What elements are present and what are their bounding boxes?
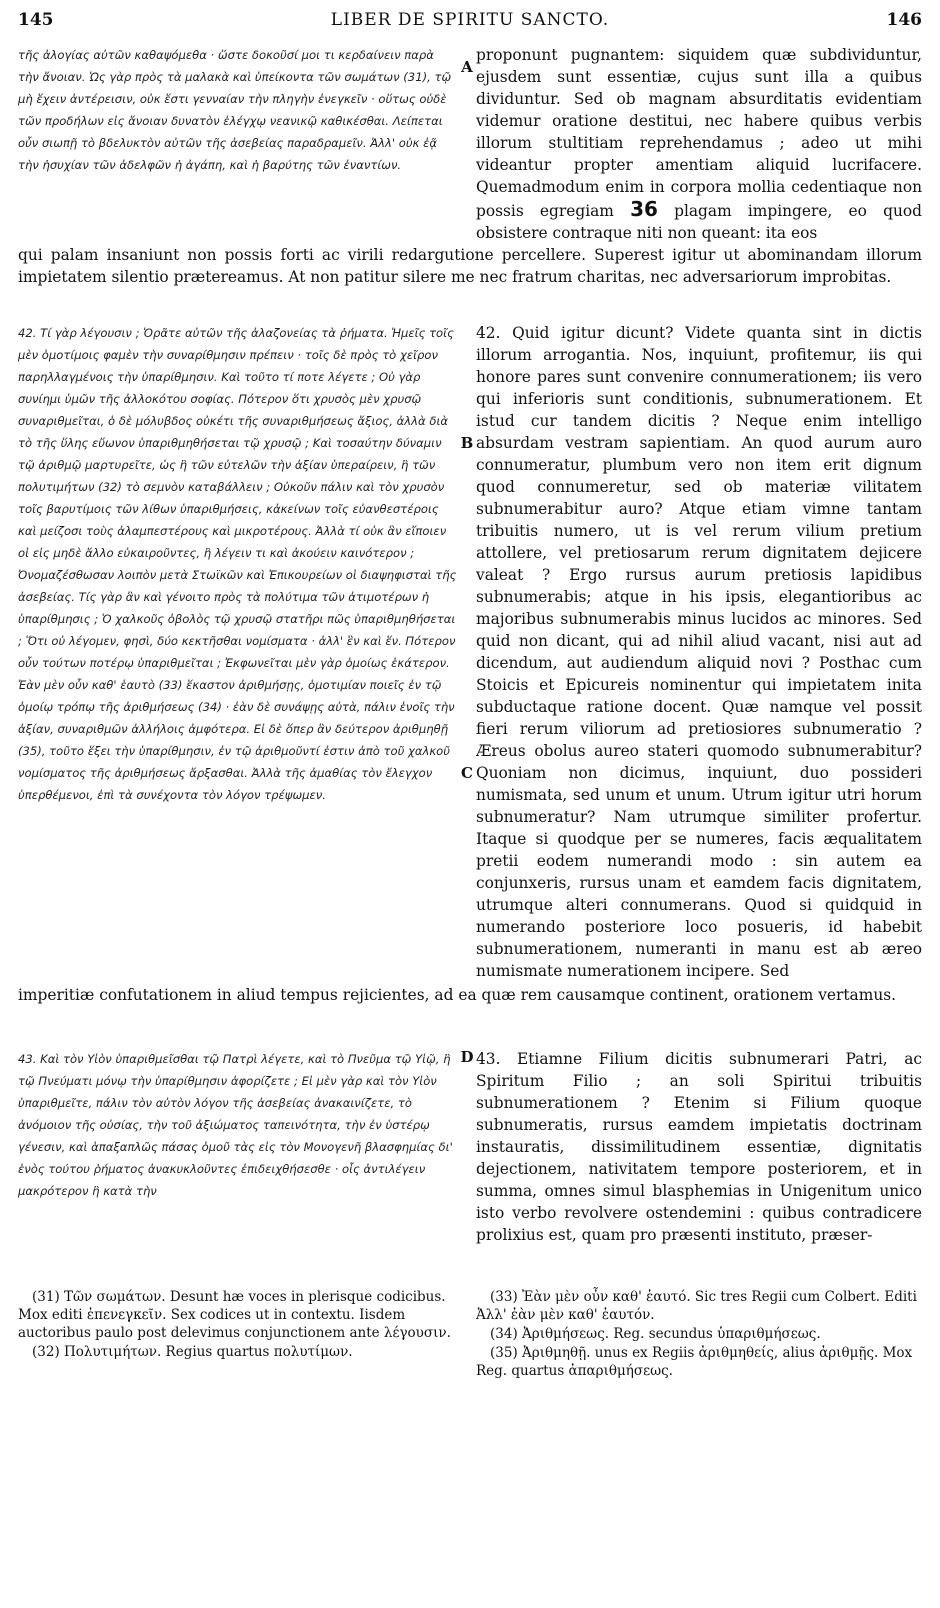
greek-column: [18, 322, 458, 982]
page-header: [18, 8, 922, 32]
margin-letter-c: C: [461, 764, 473, 782]
latin-text: [476, 44, 922, 242]
latin-column: [476, 322, 922, 982]
latin-text-part-1: proponunt pugnantem: siquidem quæ subdividuntur, ejusdem sunt essentiæ, cujus sunt illa a quibus dividuntur. Sed ob magnam absurditatis evidentiam videmur oratione destitui, nec habere quibus verbis illorum stultitiam reprehendamus ; adeo ut mihi videantur propter amentiam aliquid lucrifacere. Quemadmodum enim in corpora mollia cedentiaque non possis egregiam: [476, 46, 922, 220]
footnote-35: (35) Ἀριθμηθῇ. unus ex Regiis ἀριθμηθείς, alius ἀριθμῇς. Mox Reg. quartus ἀπαριθμήσεως.: [476, 1345, 913, 1379]
footnotes-right: [476, 1288, 922, 1381]
full-width-paragraph: imperitiæ confutationem in aliud tempus rejicientes, ad ea quæ rem causamque continent, orationem vertamus.: [18, 986, 897, 1004]
latin-column: [476, 44, 922, 242]
greek-column: [18, 1048, 458, 1268]
latin-text: 42. Quid igitur dicunt? Videte quanta sint in dictis illorum arrogantia. Nos, inquiunt, profitemur, iis qui honore pares sunt convenire connumerationem; iis vero qui inferioris sunt conditionis, subnumerationem. Et istud cur tandem dicitis ? Neque enim intelligo absurdam vestram sapientiam. An quod aurum auro connumeratur, plumbum vero non item erit dignum quod connumeretur, sed ob materiæ vilitatem subnumerabitur auro? Atque etiam vimne tantam tribuitis numero, ut is vel rerum vilium pretium attollere, vel pretiosarum rerum dignitatem dejicere valeat ? Ergo rursus aurum pretiosis lapidibus subnumerabis; atque in his ipsis, elegantioribus ac majoribus subnumerabis minus lucidos ac minores. Sed quid non dicant, qui ad nihil aliud vacant, nisi aut ad dicendum, aut audiendum aliquid novi ? Posthac cum Stoicis et Epicureis nominentur qui impietatem inita subductaque ratione docent. Quæ namque vel possit fieri rerum viliorum ad pretiosiores subnumeratio ? Æreus obolus aureo stateri quomodo subnumerabitur? Quoniam non dicimus, inquiunt, duo possideri numismata, sed unum et unum. Utrum igitur utri horum subnumeratur? Nam utrumque similiter profertur. Itaque si quodque per se numeres, facis æqualitatem pretii eodem numerandi modo : sin autem ea conjunxeris, rursus unam et eamdem facis dignitatem, utrumque alteri connumerans. Quod si quidquid in numerando posteriore loco posueris, id habebit subnumerationem, numeranti in manu est ab æreo numismate numerationem incipere. Sed: [476, 324, 922, 980]
margin-letter-a: A: [461, 58, 473, 76]
page-number-right: 146: [886, 10, 922, 30]
running-title: LIBER DE SPIRITU SANCTO.: [330, 10, 610, 30]
full-width-text: [18, 984, 922, 1028]
footnote-34: (34) Ἀριθμήσεως. Reg. secundus ὑπαριθμήσεως.: [490, 1326, 821, 1342]
greek-text: τῆς ἀλογίας αὐτῶν καθαψόμεθα · ὥστε δοκοῦσί μοι τι κερδαίνειν παρὰ τὴν ἄνοιαν. Ὡς γὰρ πρὸς τὰ μαλακὰ καὶ ὑπείκοντα τῶν σωμάτων (31), τῷ μὴ ἔχειν ἀντέρεισιν, οὐκ ἔστι γενναίαν τὴν πληγὴν ἐνεγκεῖν · οὕτως οὐδὲ τῶν προδήλων εἰς ἄνοιαν δυνατὸν ἐλέγχῳ νεανικῷ καθικέσθαι. Λείπεται οὖν σιωπῇ τὸ βδελυκτὸν αὐτῶν τῆς ἀσεβείας παραδραμεῖν. Ἀλλ' οὐκ ἐᾷ τὴν ἡσυχίαν τῶν ἀδελφῶν ἡ ἀγάπη, καὶ ἡ βαρύτης τῶν ἐναντίων.: [18, 48, 452, 172]
full-width-paragraph: qui palam insaniunt non possis forti ac virili redargutione percellere. Superest igitur ut abominandam illorum impietatem silentio prætereamus. At non patitur silere me nec fratrum charitas, nec adversariorum improbitas.: [18, 246, 922, 286]
footnote-32: (32) Πολυτιμήτων. Regius quartus πολυτίμων.: [32, 1344, 353, 1360]
footnotes-left: [18, 1288, 458, 1362]
margin-letter-d: D: [460, 1048, 474, 1066]
greek-text: 42. Τί γὰρ λέγουσιν ; Ὁρᾶτε αὐτῶν τῆς ἀλαζονείας τὰ ῥήματα. Ἡμεῖς τοῖς μὲν ὁμοτίμοις φαμὲν τὴν συναρίθμησιν πρέπειν · τοῖς δὲ πρὸς τὸ χεῖρον παρηλλαγμένοις τὴν ὑπαρίθμησιν. Καὶ τοῦτο τί ποτε λέγετε ; Οὐ γὰρ συνίημι ὑμῶν τῆς ἀλλοκότου σοφίας. Πότερον ὅτι χρυσὸς μὲν χρυσῷ συναριθμεῖται, ὁ δὲ μόλυβδος οὐκέτι τῆς συναριθμήσεως ἄξιος, ἀλλὰ διὰ τὸ τῆς ὕλης εὔωνον ὑπαριθμηθήσεται τῷ χρυσῷ ; Καὶ τοσαύτην δύναμιν τῷ ἀριθμῷ μαρτυρεῖτε, ὡς ἢ τῶν εὐτελῶν τὴν ἀξίαν ὑπεραίρειν, ἢ τῶν πολυτιμήτων (32) τὸ σεμνὸν καταβάλλειν ; Οὐκοῦν πάλιν καὶ τὸν χρυσὸν τοῖς βαρυτίμοις τῶν λίθων ὑπαριθμήσεις, κἀκείνων τοῖς εὐανθεστέροις καὶ μείζοσι τοὺς ἀλαμπεστέρους καὶ μικροτέρους. Ἀλλὰ τί οὐκ ἂν εἴποιεν οἱ εἰς μηδὲ ἄλλο εὐκαιροῦντες, ἢ λέγειν τι καὶ ἀκούειν καινότερον ; Ὀνομαζέσθωσαν λοιπὸν μετὰ Στωϊκῶν καὶ Ἐπικουρείων οἱ διαψηφισταὶ τῆς ἀσεβείας. Τίς γὰρ ἂν καὶ γένοιτο πρὸς τὰ πολύτιμα τῶν ἀτιμοτέρων ἡ ὑπαρίθμησις ; Ὁ χαλκοῦς ὀβολὸς τῷ χρυσῷ στατῆρι πῶς ὑπαριθμηθήσεται ; Ὅτι οὐ λέγομεν, φησὶ, δύο κεκτῆσθαι νομίσματα · ἀλλ' ἓν καὶ ἕν. Πότερον οὖν τούτων ποτέρῳ ὑπαριθμεῖται ; Ἐκφωνεῖται μὲν γὰρ ὁμοίως ἑκάτερον. Ἐὰν μὲν οὖν καθ' ἑαυτὸ (33) ἕκαστον ἀριθμήσῃς, ὁμοτιμίαν ποιεῖς ἐν τῷ ὁμοίῳ τρόπῳ τῆς ἀριθμήσεως (34) · ἐὰν δὲ συνάψῃς αὐτὰ, πάλιν ἑνοῖς τὴν ἀξίαν, συναριθμῶν ἀλλήλοις ἀμφότερα. Εἰ δὲ ὅπερ ἂν δεύτερον ἀριθμηθῇ (35), τοῦτο ἕξει τὴν ὑπαρίθμησιν, ἐν τῷ ἀριθμοῦντί ἐστιν ἀπὸ τοῦ χαλκοῦ νομίσματος τῆς ἀριθμήσεως ἄρξασθαι. Ἀλλὰ τῆς ἀμαθίας τὸν ἔλεγχον ὑπερθέμενοι, ἐπὶ τὰ συνέχοντα τὸν λόγον τρέψωμεν.: [18, 326, 457, 802]
greek-text: 43. Καὶ τὸν Υἱὸν ὑπαριθμεῖσθαι τῷ Πατρὶ λέγετε, καὶ τὸ Πνεῦμα τῷ Υἱῷ, ἢ τῷ Πνεύματι μόνῳ τὴν ὑπαρίθμησιν ἀφορίζετε ; Εἰ μὲν γὰρ καὶ τὸν Υἱὸν ὑπαριθμεῖτε, πάλιν τὸν αὐτὸν λόγον τῆς ἀσεβείας ἀνακαινίζετε, τὸ ἀνόμοιον τῆς οὐσίας, τὴν τοῦ ἀξιώματος ταπεινότητα, τὴν ἐν ὑστέρῳ γένεσιν, καὶ ἁπαξαπλῶς πάσας ὁμοῦ τὰς εἰς τὸν Μονογενῆ βλασφημίας δι' ἑνὸς τούτου ῥήματος ἀνακυκλοῦντες ἐπιδειχθήσεσθε · οἷς ἀντιλέγειν μακρότερον ἢ κατὰ τὴν: [18, 1052, 453, 1198]
footnote-31: (31) Τῶν σωμάτων. Desunt hæ voces in plerisque codicibus. Mox editi ἐπενεγκεῖν. Sex codices ut in contextu. Iisdem auctoribus paulo post delevimus conjunctionem ante λέγουσιν.: [18, 1289, 451, 1341]
page-number-left: 145: [18, 10, 54, 30]
section-3: [18, 1048, 922, 1268]
latin-text-part-2: plagam impingere, eo quod obsistere contraque niti non queant: ita eos: [476, 202, 922, 242]
latin-column: [476, 1048, 922, 1268]
section-1: [18, 44, 922, 286]
section-2: [18, 322, 922, 1022]
latin-text: 43. Etiamne Filium dicitis subnumerari Patri, ac Spiritum Filio ; an soli Spiritui tribuitis subnumerationem ? Etenim si Filium quoque subnumeratis, rursus eamdem impietatis doctrinam instauratis, dissimilitudinem essentiæ, dignitatis dejectionem, nativitatem tempore posteriorem, et in summa, omnes simul blasphemias in Unigenitum unico isto verbo revolvere ostendemini : quibus contradicere prolixius est, quam pro præsenti instituto, præser-: [476, 1050, 922, 1244]
column-number: 36: [630, 197, 658, 221]
margin-letter-b: B: [460, 434, 474, 452]
full-width-text: [18, 244, 922, 310]
footnote-33: (33) Ἐὰν μὲν οὖν καθ' ἑαυτό. Sic tres Regii cum Colbert. Editi Ἀλλ' ἐὰν μὲν καθ' ἑαυτόν.: [476, 1289, 917, 1323]
greek-column: [18, 44, 458, 242]
